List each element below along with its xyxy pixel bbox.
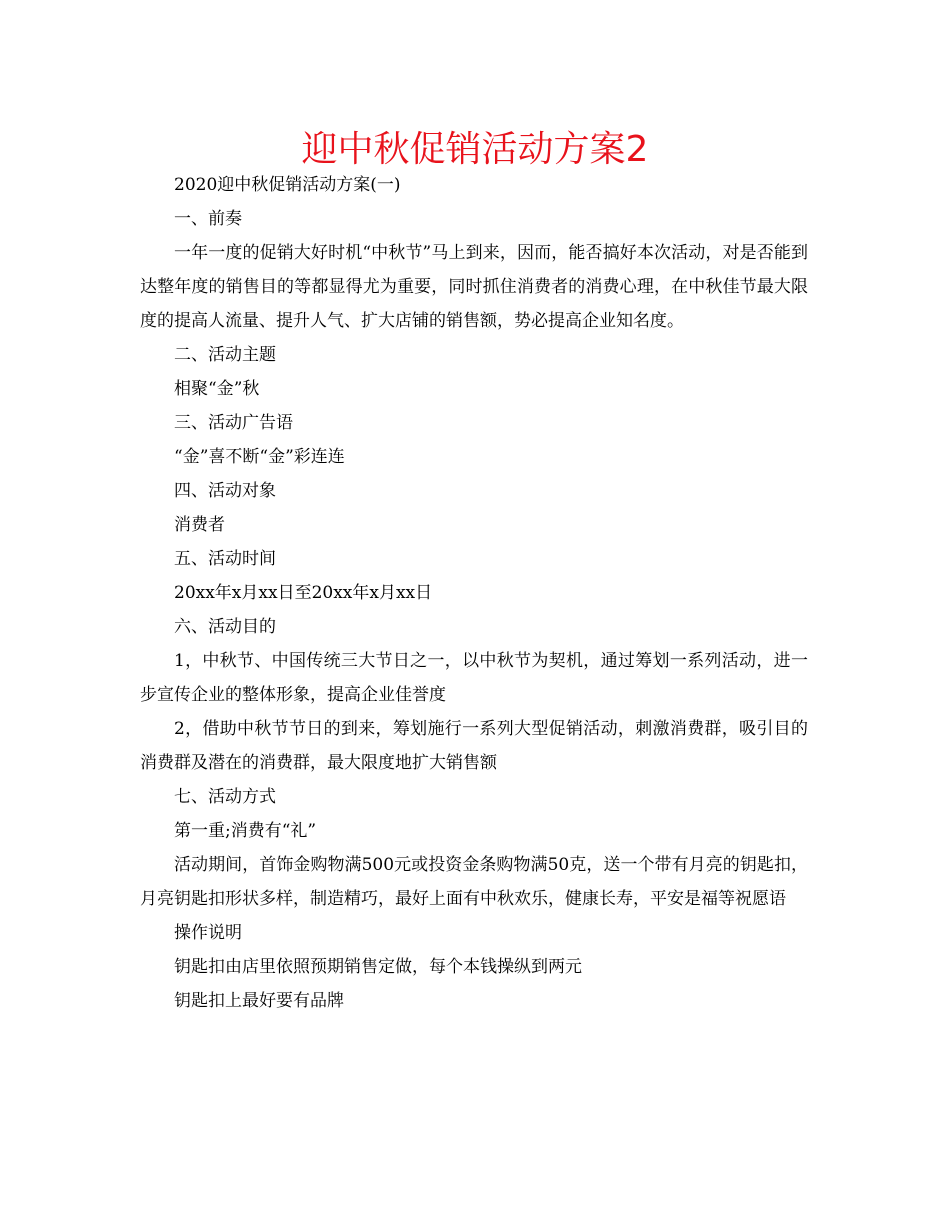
paragraph-slogan: “金”喜不断“金”彩连连 xyxy=(174,447,345,467)
heading-operation: 操作说明 xyxy=(174,923,242,943)
heading-audience: 四、活动对象 xyxy=(174,481,276,501)
heading-slogan: 三、活动广告语 xyxy=(174,413,293,433)
heading-theme: 二、活动主题 xyxy=(174,345,276,365)
paragraph-goal-1: 1，中秋节、中国传统三大节日之一，以中秋节为契机，通过筹划一系列活动，进一步宣传企业的整体形象，提高企业佳誉度 xyxy=(140,651,808,705)
document-body xyxy=(140,168,808,1018)
heading-methods: 七、活动方式 xyxy=(174,787,276,807)
paragraph-audience: 消费者 xyxy=(174,515,225,535)
paragraph-theme: 相聚“金”秋 xyxy=(174,379,260,399)
document-title: 迎中秋促销活动方案2 xyxy=(301,129,649,170)
paragraph-method-1-detail: 活动期间，首饰金购物满500元或投资金条购物满50克，送一个带有月亮的钥匙扣，月亮钥匙扣形状多样，制造精巧，最好上面有中秋欢乐，健康长寿，平安是福等祝愿语 xyxy=(140,855,808,909)
heading-goals: 六、活动目的 xyxy=(174,617,276,637)
paragraph-operation-2: 钥匙扣上最好要有品牌 xyxy=(174,991,344,1011)
paragraph-goal-2: 2，借助中秋节节日的到来，筹划施行一系列大型促销活动，刺激消费群，吸引目的消费群及潜在的消费群，最大限度地扩大销售额 xyxy=(140,719,808,773)
paragraph-prelude: 一年一度的促销大好时机“中秋节”马上到来，因而，能否搞好本次活动，对是否能到达整年度的销售目的等都显得尤为重要，同时抓住消费者的消费心理，在中秋佳节最大限度的提高人流量、提升人气、扩大店铺的销售额，势必提高企业知名度。 xyxy=(140,243,808,331)
heading-prelude: 一、前奏 xyxy=(174,209,242,229)
paragraph-subtitle: 2020迎中秋促销活动方案(一) xyxy=(174,175,401,195)
paragraph-operation-1: 钥匙扣由店里依照预期销售定做，每个本钱操纵到两元 xyxy=(174,957,582,977)
paragraph-time: 20xx年x月xx日至20xx年x月xx日 xyxy=(174,583,433,603)
heading-time: 五、活动时间 xyxy=(174,549,276,569)
paragraph-method-1-title: 第一重;消费有“礼” xyxy=(174,821,317,841)
